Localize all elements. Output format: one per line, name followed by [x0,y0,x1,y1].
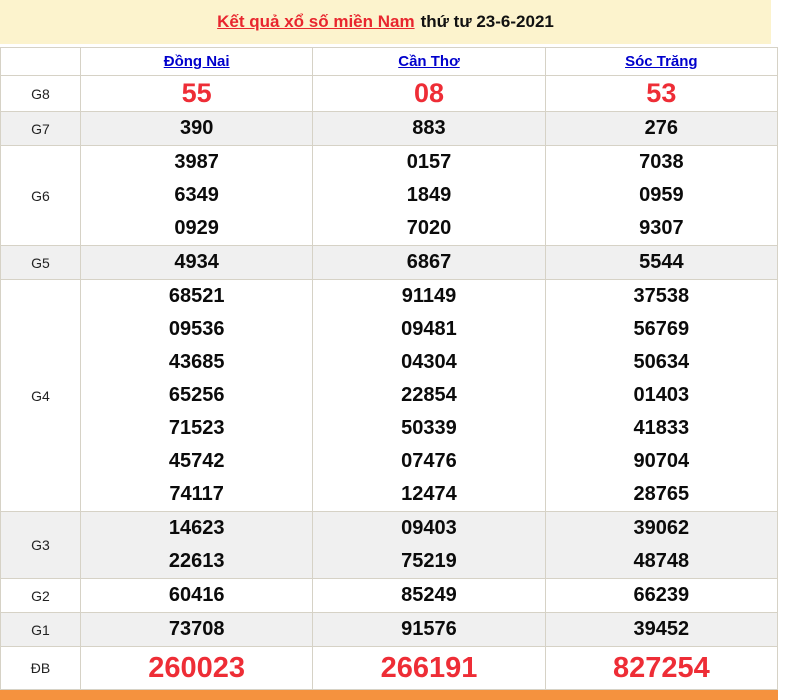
prize-number: 08 [413,78,445,108]
prize-label-G3: G3 [1,512,81,579]
prize-number: 7038 [639,151,684,173]
prize-numbers-cell [545,146,777,246]
prize-number: 04304 [401,351,457,373]
prize-numbers-cell [545,512,777,579]
prize-number: 12474 [401,483,457,505]
prize-number: 390 [179,117,214,139]
prize-number: 1849 [406,184,452,206]
prize-numbers-cell [81,246,313,280]
prize-number: 37538 [633,285,690,307]
prize-label-G5: G5 [1,246,81,280]
province-header-2 [313,48,545,76]
prize-number: 91149 [401,285,457,307]
prize-label-G8: G8 [1,76,81,112]
corner-cell [1,48,81,76]
prize-number: 39062 [633,517,690,539]
prize-number: 14623 [168,517,225,539]
prize-number: 39452 [633,618,690,640]
prize-numbers-cell [81,613,313,647]
prize-row-G6 [1,146,778,246]
prize-number: 85249 [401,584,457,606]
prize-numbers-cell [313,146,545,246]
prize-number: 28765 [633,483,690,505]
prize-number: 5544 [639,251,684,273]
prize-numbers-cell [545,76,777,112]
prize-number: 07476 [401,450,457,472]
prize-row-G1 [1,613,778,647]
prize-number: 50634 [633,351,690,373]
prize-label-G2: G2 [1,579,81,613]
prize-number: 6349 [174,184,219,206]
prize-number: 91576 [401,618,457,640]
prize-number: 276 [644,117,679,139]
prize-number: 68521 [168,285,225,307]
prize-numbers-cell [545,579,777,613]
prize-number: 3987 [174,151,219,173]
prize-number: 260023 [148,652,246,684]
prize-number: 60416 [168,584,225,606]
prize-numbers-cell [313,579,545,613]
prize-number: 09536 [168,318,225,340]
prize-numbers-cell [313,613,545,647]
prize-number: 43685 [168,351,225,373]
prize-row-G2 [1,579,778,613]
province-header-1 [81,48,313,76]
prize-numbers-cell [81,146,313,246]
province-link[interactable]: Đồng Nai [163,52,230,70]
prize-number: 73708 [168,618,225,640]
prize-numbers-cell [313,512,545,579]
prize-row-DB [1,647,778,690]
prize-number: 50339 [401,417,457,439]
prize-numbers-cell [545,613,777,647]
prize-number: 7020 [406,217,452,239]
prize-number: 09481 [401,318,457,340]
prize-numbers-cell [313,647,545,690]
prize-numbers-cell [81,76,313,112]
prize-number: 53 [646,78,677,108]
province-header-3 [545,48,777,76]
prize-number: 55 [181,78,212,108]
prize-numbers-cell [313,76,545,112]
results-table [0,47,778,690]
prize-number: 827254 [612,652,710,684]
prize-number: 75219 [401,550,457,572]
results-body [1,76,778,690]
prize-numbers-cell [81,512,313,579]
prize-number: 9307 [639,217,684,239]
prize-number: 65256 [168,384,225,406]
prize-numbers-cell [545,246,777,280]
prize-number: 48748 [633,550,690,572]
prize-number: 09403 [401,517,457,539]
title-link[interactable]: Kết quả xổ số miền Nam [217,12,415,31]
prize-number: 6867 [406,251,452,273]
prize-number: 0959 [639,184,684,206]
prize-number: 01403 [633,384,690,406]
page-header-banner [0,0,771,44]
prize-number: 90704 [633,450,690,472]
province-link[interactable]: Sóc Trăng [625,52,698,70]
prize-number: 0157 [406,151,452,173]
prize-number: 266191 [380,652,478,684]
prize-number: 0929 [174,217,219,239]
prize-label-G1: G1 [1,613,81,647]
prize-label-DB: ĐB [1,647,81,690]
prize-number: 56769 [633,318,690,340]
prize-numbers-cell [81,280,313,512]
prize-numbers-cell [313,112,545,146]
prize-number: 74117 [169,483,224,505]
prize-number: 22613 [168,550,225,572]
prize-row-G7 [1,112,778,146]
prize-numbers-cell [545,280,777,512]
prize-number: 4934 [174,251,219,273]
prize-label-G7: G7 [1,112,81,146]
prize-numbers-cell [81,112,313,146]
prize-numbers-cell [81,579,313,613]
prize-label-G6: G6 [1,146,81,246]
prize-numbers-cell [545,112,777,146]
prize-numbers-cell [313,280,545,512]
prize-label-G4: G4 [1,280,81,512]
province-link[interactable]: Cần Thơ [398,52,460,70]
next-section-bar [0,690,778,700]
prize-numbers-cell [81,647,313,690]
prize-numbers-cell [545,647,777,690]
draw-date-text: thứ tư 23-6-2021 [420,12,554,31]
province-header-row [1,48,778,76]
prize-numbers-cell [313,246,545,280]
prize-row-G3 [1,512,778,579]
prize-number: 22854 [401,384,457,406]
prize-number: 41833 [633,417,690,439]
prize-row-G4 [1,280,778,512]
prize-row-G5 [1,246,778,280]
prize-number: 71523 [168,417,225,439]
prize-number: 45742 [168,450,225,472]
prize-number: 883 [412,117,446,139]
prize-number: 66239 [633,584,690,606]
prize-row-G8 [1,76,778,112]
